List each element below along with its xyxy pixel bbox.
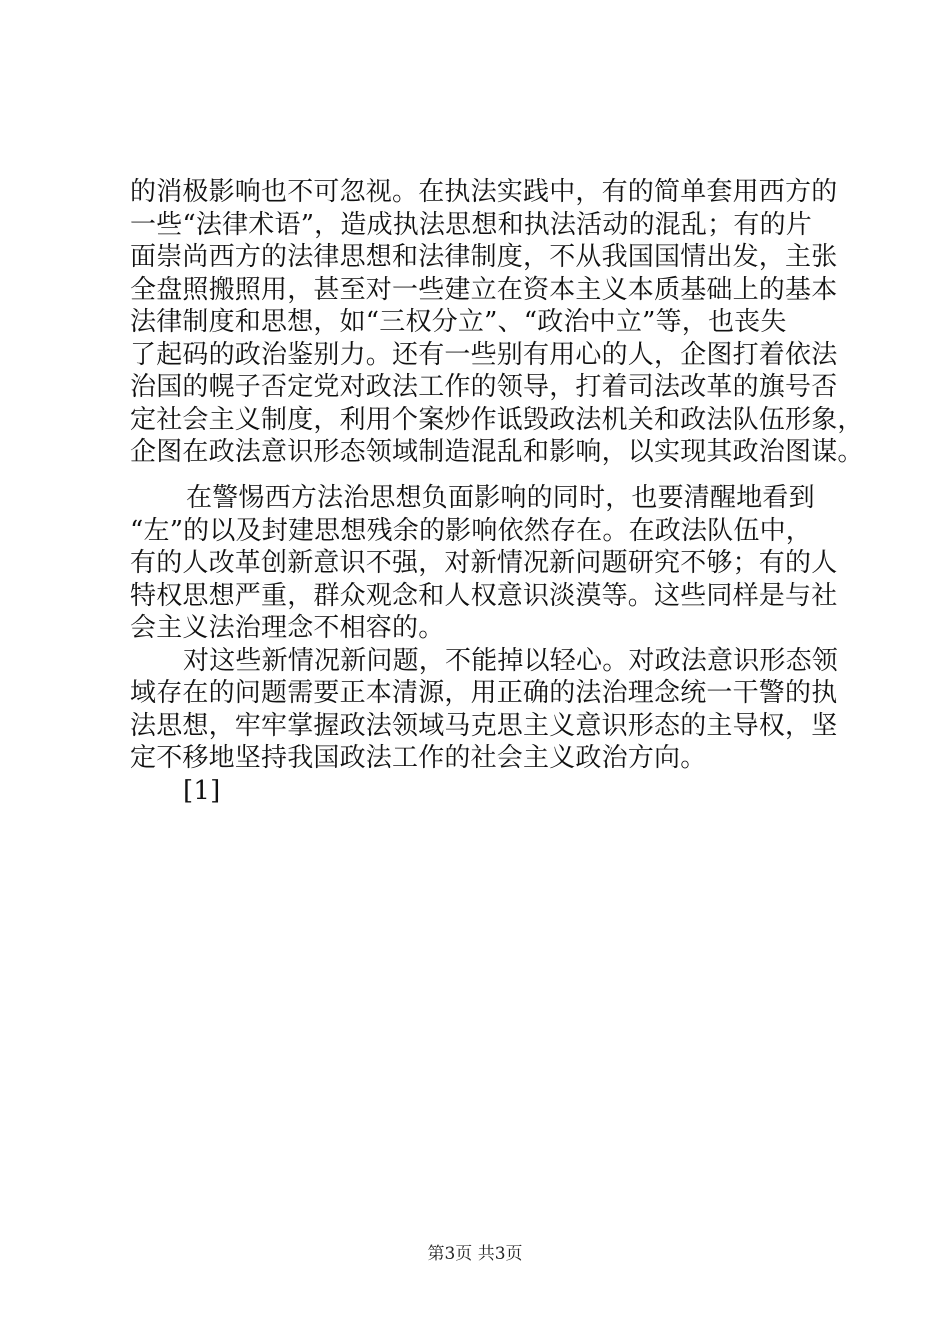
paragraph-line: 了起码的政治鉴别力。还有一些别有用心的人，企图打着依法	[130, 340, 838, 370]
paragraph-line: 全盘照搬照用，甚至对一些建立在资本主义本质基础上的基本	[130, 275, 838, 305]
paragraph-line: 定不移地坚持我国政法工作的社会主义政治方向。	[130, 743, 707, 773]
paragraph-line: 定社会主义制度，利用个案炒作诋毁政法机关和政法队伍形象，	[130, 405, 864, 435]
paragraph-line: “左”的以及封建思想残余的影响依然存在。在政法队伍中，	[130, 516, 812, 546]
paragraph-line: 对这些新情况新问题，不能掉以轻心。对政法意识形态领	[183, 646, 839, 676]
page-footer: 第3页 共3页	[427, 1244, 523, 1264]
paragraph-line: 会主义法治理念不相容的。	[130, 613, 445, 643]
paragraph-line: 的消极影响也不可忽视。在执法实践中，有的简单套用西方的	[130, 177, 838, 207]
paragraph-line: 法律制度和思想，如“三权分立”、“政治中立”等，也丧失	[130, 307, 787, 337]
paragraph-line: 法思想，牢牢掌握政法领域马克思主义意识形态的主导权，坚	[130, 711, 838, 741]
paragraph-line: 在警惕西方法治思想负面影响的同时，也要清醒地看到	[186, 483, 815, 513]
paragraph-line: 一些“法律术语”，造成执法思想和执法活动的混乱；有的片	[130, 210, 812, 240]
paragraph-line: 域存在的问题需要正本清源，用正确的法治理念统一干警的执	[130, 678, 838, 708]
reference-marker: [1]	[183, 776, 221, 806]
paragraph-line: 有的人改革创新意识不强，对新情况新问题研究不够；有的人	[130, 548, 838, 578]
paragraph-line: 治国的幌子否定党对政法工作的领导，打着司法改革的旗号否	[130, 372, 838, 402]
paragraph-line: 面崇尚西方的法律思想和法律制度，不从我国国情出发，主张	[130, 242, 838, 272]
paragraph-line: 企图在政法意识形态领域制造混乱和影响，以实现其政治图谋。	[130, 437, 864, 467]
paragraph-line: 特权思想严重，群众观念和人权意识淡漠等。这些同样是与社	[130, 581, 838, 611]
